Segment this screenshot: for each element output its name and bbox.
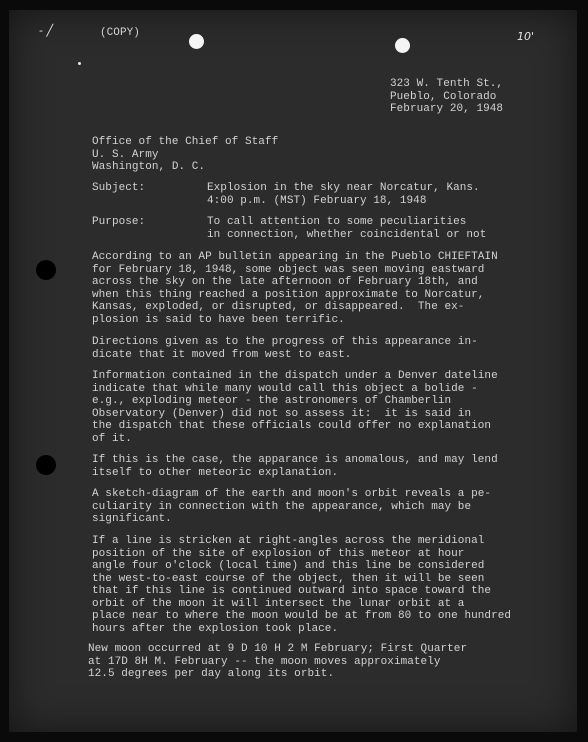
body-line: itself to other meteoric explanation.	[92, 466, 339, 479]
body-line: A sketch-diagram of the earth and moon's orbit reveals a pe-	[92, 488, 492, 500]
body-line: at 17D 8H M. February -- the moon moves approximately	[88, 655, 441, 668]
purpose-line: in connection, whether coincidental or not	[207, 228, 487, 241]
punch-hole-left-upper	[36, 260, 56, 280]
body-line: plosion is said to have been terrific.	[92, 313, 345, 326]
punch-hole-top-right	[395, 38, 410, 53]
address-date: February 20, 1948	[390, 103, 504, 115]
body-line: position of the site of explosion of this meteor at hour	[92, 547, 465, 560]
body-line: angle four o'clock (local time) and this line be considered	[92, 560, 485, 572]
body-line: Directions given as to the progress of this appearance in-	[92, 336, 478, 348]
page-number-mark: 10'	[517, 30, 535, 43]
body-line: Kansas, exploded, or disrupted, or disappeared. The ex-	[92, 301, 465, 313]
body-line: when this thing reached a position approximate to Norcatur,	[92, 288, 485, 301]
body-line: According to an AP bulletin appearing in the Pueblo CHIEFTAIN	[92, 251, 498, 263]
body-line: significant.	[92, 513, 172, 525]
address-line: Pueblo, Colorado	[390, 90, 497, 103]
body-line: culiarity in connection with the appearance, which may be	[92, 500, 472, 513]
document-page	[9, 10, 577, 732]
copy-label: (COPY)	[100, 27, 140, 39]
body-line: If this is the case, the apparance is anomalous, and may lend	[92, 454, 498, 466]
body-line: Observatory (Denver) did not so assess it: it is said in	[92, 407, 472, 420]
purpose-line: To call attention to some peculiarities	[207, 216, 467, 228]
corner-scribble: - ╱	[39, 24, 54, 37]
body-line: across the sky on the late afternoon of February 18th, and	[92, 276, 478, 288]
body-line: the west-to-east course of the object, then it will be seen	[92, 572, 485, 585]
purpose-label: Purpose:	[92, 216, 146, 228]
body-line: Information contained in the dispatch under a Denver dateline	[92, 370, 498, 382]
body-line: hours after the explosion took place.	[92, 622, 339, 635]
recipient-line: Washington, D. C.	[92, 161, 206, 173]
body-line: orbit of the moon it will intersect the lunar orbit at a	[92, 597, 465, 610]
subject-line: 4:00 p.m. (MST) February 18, 1948	[207, 194, 427, 207]
body-line: that if this line is continued outward into space toward the	[92, 585, 492, 597]
recipient-line: Office of the Chief of Staff	[92, 136, 279, 148]
body-line: e.g., exploding meteor - the astronomers of Chamberlin	[92, 395, 452, 407]
body-line: of it.	[92, 432, 132, 445]
body-line: 12.5 degrees per day along its orbit.	[88, 668, 335, 680]
subject-label: Subject:	[92, 182, 146, 194]
body-line: indicate that while many would call this object a bolide -	[92, 382, 478, 395]
body-line: If a line is stricken at right-angles across the meridional	[92, 535, 485, 547]
body-line: the dispatch that these officials could offer no explanation	[92, 420, 492, 432]
body-line: place near to where the moon would be at from 80 to one hundred	[92, 610, 512, 622]
address-line: 323 W. Tenth St.,	[390, 78, 504, 90]
punch-hole-left-lower	[36, 455, 56, 475]
ink-fleck	[78, 62, 81, 65]
punch-hole-top-left	[189, 34, 204, 49]
body-line: New moon occurred at 9 D 10 H 2 M February; First Quarter	[88, 643, 468, 655]
recipient-line: U. S. Army	[92, 148, 159, 161]
body-line: dicate that it moved from west to east.	[92, 348, 352, 361]
body-line: for February 18, 1948, some object was seen moving eastward	[92, 263, 485, 276]
subject-line: Explosion in the sky near Norcatur, Kans.	[207, 182, 480, 194]
